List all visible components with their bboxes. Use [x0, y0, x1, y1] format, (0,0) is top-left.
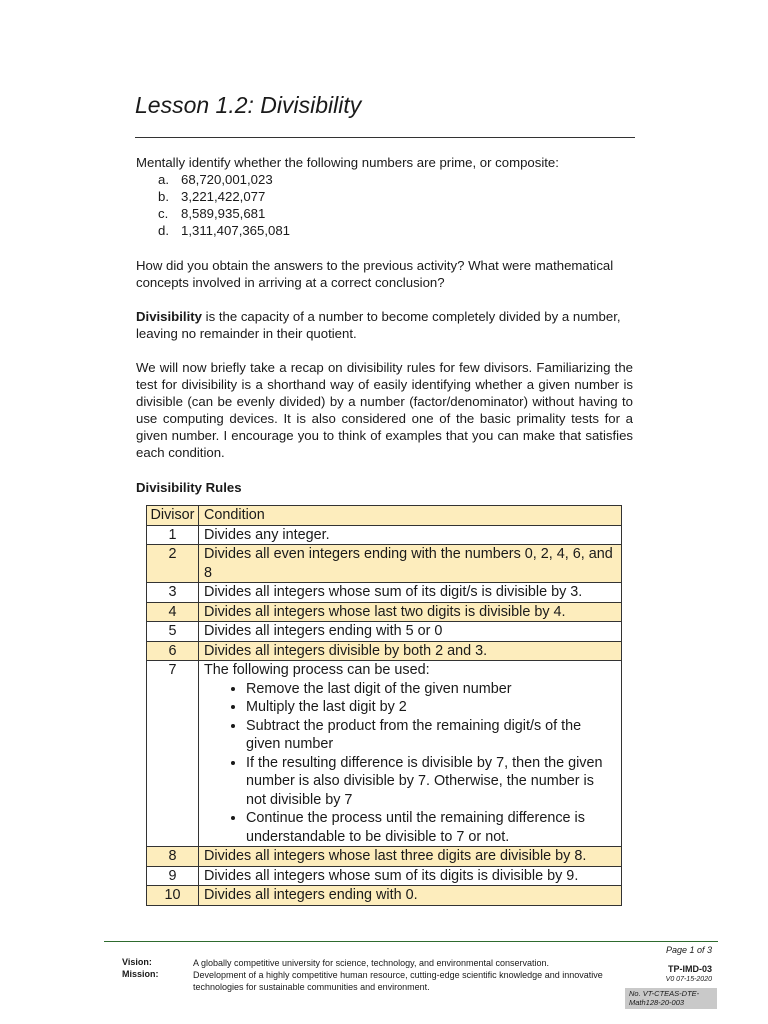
list-marker: a.: [158, 172, 169, 187]
condition-intro: The following process can be used:: [204, 662, 430, 678]
table-row: [147, 866, 622, 886]
footer-divider: [104, 941, 718, 942]
divisor-cell: 6: [147, 641, 199, 661]
divisor-cell: 1: [147, 525, 199, 545]
list-item: [158, 171, 290, 188]
condition-cell: Divides all integers whose last two digits is divisible by 4.: [199, 602, 622, 622]
form-code: TP-IMD-03: [667, 964, 712, 974]
table-row: [147, 525, 622, 545]
list-value: 1,311,407,365,081: [181, 223, 291, 238]
list-marker: d.: [158, 223, 169, 238]
condition-cell: Divides any integer.: [199, 525, 622, 545]
divisor-cell: 8: [147, 847, 199, 867]
table-row: [147, 602, 622, 622]
intro-text: Mentally identify whether the following numbers are prime, or composite:: [136, 155, 559, 170]
table-row: [147, 583, 622, 603]
step-item: • Remove the last digit of the given number: [246, 680, 616, 699]
list-value: 68,720,001,023: [181, 172, 273, 187]
divisor-cell: 9: [147, 866, 199, 886]
step-item: • If the resulting difference is divisible by 7, then the given number is also divisible by 7. Otherwise, the number is not divisible by 7: [246, 754, 616, 810]
table-heading: Divisibility Rules: [136, 480, 242, 495]
condition-header: Condition: [199, 506, 622, 526]
condition-cell: Divides all integers ending with 0.: [199, 886, 622, 906]
title-divider: [135, 137, 635, 138]
divisor-cell: 3: [147, 583, 199, 603]
condition-cell: Divides all integers ending with 5 or 0: [199, 622, 622, 642]
condition-cell: Divides all even integers ending with the numbers 0, 2, 4, 6, and 8: [199, 545, 622, 583]
list-marker: c.: [158, 206, 169, 221]
list-marker: b.: [158, 189, 169, 204]
list-item: [158, 222, 290, 239]
list-item: [158, 188, 290, 205]
form-version: V0 07-15-2020: [665, 976, 712, 983]
table-row: [147, 622, 622, 642]
divisor-cell: 5: [147, 622, 199, 642]
table-row: [147, 886, 622, 906]
table-header-row: [147, 506, 622, 526]
definition-paragraph: [136, 308, 633, 342]
table-row: [147, 661, 622, 847]
divisor-cell: 10: [147, 886, 199, 906]
vision-label: Vision:: [122, 957, 152, 967]
document-number-badge: No. VT-CTEAS-DTE-Math128-20-003: [625, 988, 717, 1009]
step-item: • Multiply the last digit by 2: [246, 698, 616, 717]
list-value: 3,221,422,077: [181, 189, 266, 204]
condition-cell: Divides all integers divisible by both 2 and 3.: [199, 641, 622, 661]
divisor-cell: 2: [147, 545, 199, 583]
numbers-list: [158, 171, 290, 239]
mission-label: Mission:: [122, 969, 159, 979]
steps-list: [204, 680, 616, 847]
list-value: 8,589,935,681: [181, 206, 266, 221]
table-row: [147, 641, 622, 661]
divisor-cell: 7: [147, 661, 199, 847]
recap-paragraph: We will now briefly take a recap on divisibility rules for few divisors. Familiarizing the test for divisibility is a shorthand way of easily identifying whether a given number is divisible (can be evenly divided) by a number (factor/denominator) without having to use computing devices. It is also considered one of the basic primality tests for a given number. I encourage you to think of examples that you can make that satisfies each condition.: [136, 360, 633, 460]
step-item: • Continue the process until the remaining difference is understandable to be divisible to 7 or not.: [246, 809, 616, 846]
divisor-header: Divisor: [147, 506, 199, 526]
definition-text: is the capacity of a number to become completely divided by a number, leaving no remainder in their quotient.: [136, 309, 621, 341]
table-row: [147, 847, 622, 867]
divisor-cell: 4: [147, 602, 199, 622]
page-title: Lesson 1.2: Divisibility: [135, 92, 362, 118]
condition-cell: Divides all integers whose sum of its digit/s is divisible by 3.: [199, 583, 622, 603]
footer-statements: [193, 957, 613, 993]
list-item: [158, 205, 290, 222]
mission-text: Development of a highly competitive human resource, cutting-edge scientific knowledge and innovative technologies for sustainable communities and environment.: [193, 970, 603, 992]
question-text: How did you obtain the answers to the previous activity? What were mathematical concepts involved in arriving at a correct conclusion?: [136, 258, 614, 290]
vision-text: A globally competitive university for science, technology, and environmental conservation.: [193, 958, 550, 968]
condition-cell: [199, 661, 622, 847]
page-number: Page 1 of 3: [665, 945, 712, 955]
condition-cell: Divides all integers whose last three digits are divisible by 8.: [199, 847, 622, 867]
step-item: • Subtract the product from the remaining digit/s of the given number: [246, 717, 616, 754]
definition-term: Divisibility: [136, 309, 202, 324]
divisibility-rules-table: [146, 505, 622, 906]
condition-cell: Divides all integers whose sum of its digits is divisible by 9.: [199, 866, 622, 886]
table-row: [147, 545, 622, 583]
